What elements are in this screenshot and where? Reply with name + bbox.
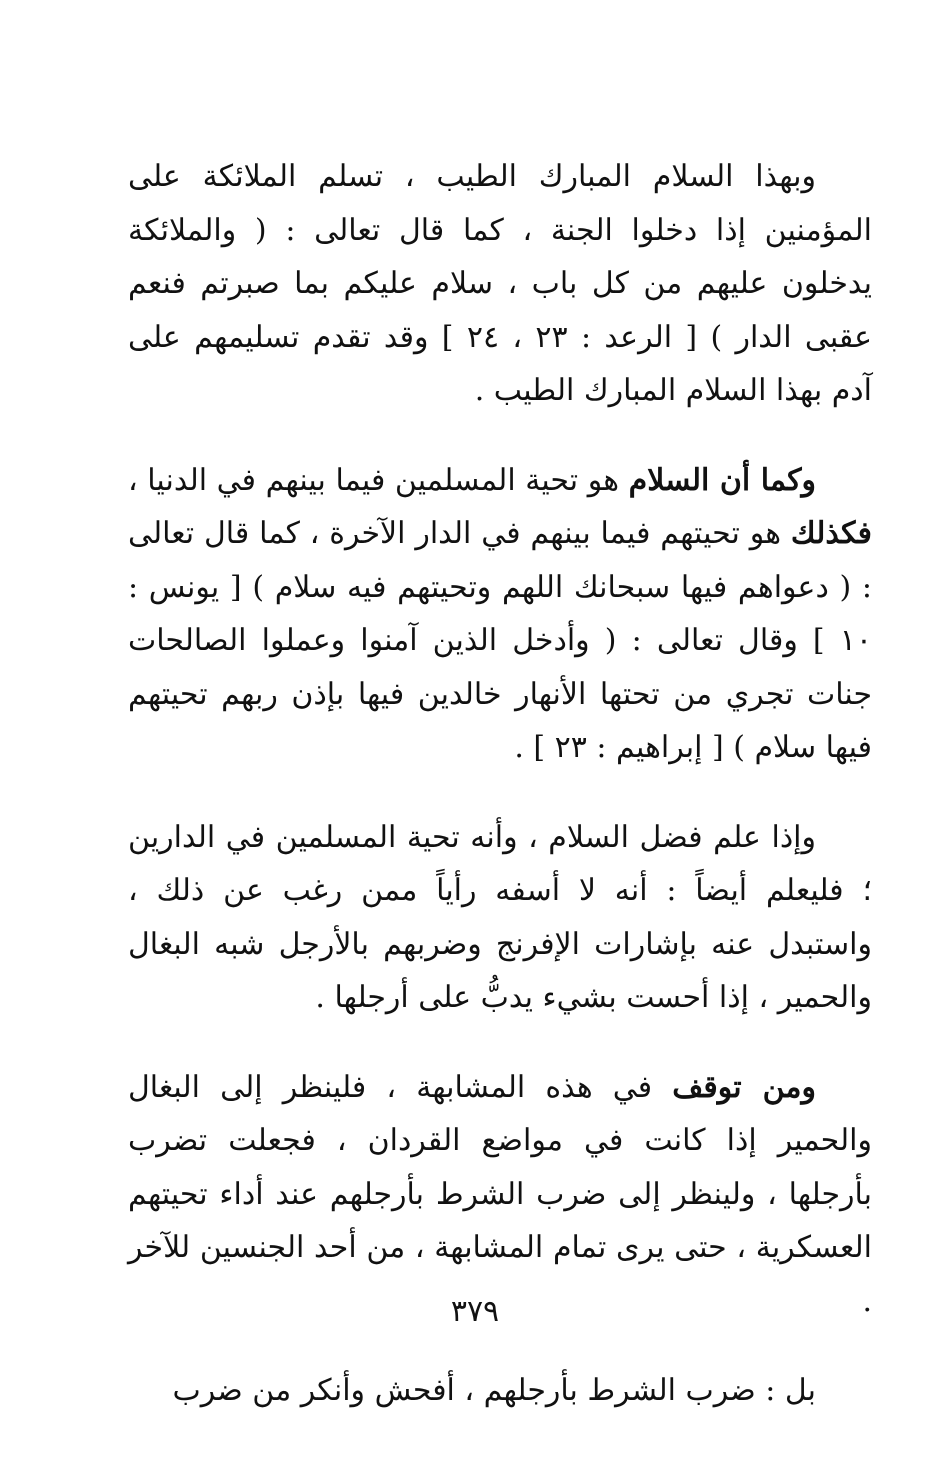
paragraph-text: هو تحيتهم فيما بينهم في الدار الآخرة ، كما قال تعالى : ( دعواهم فيها سبحانك اللهم وتحيتهم فيه سلام ) [ يونس : ١٠ ] وقال تعالى : ( وأدخل الذين آمنوا وعملوا الصالحات جنات تجري من تحتها الأنهار خالدين فيها بإذن ربهم تحيتهم فيها سلام ) [ إبراهيم : ٢٣ ] .	[128, 516, 872, 765]
paragraph-1	[128, 150, 872, 418]
paragraph-4	[128, 1061, 872, 1329]
paragraph-inline-bold: فكذلك	[790, 516, 872, 551]
paragraph-3	[128, 811, 872, 1025]
paragraph-lead-bold: ومن توقف	[672, 1069, 816, 1105]
paragraph-2	[128, 454, 872, 775]
paragraph-lead-bold: وكما أن السلام	[628, 462, 816, 498]
page-number: ٣٧٩	[450, 1294, 500, 1329]
paragraph-text: بل : ضرب الشرط بأرجلهم ، أفحش وأنكر من ضرب	[172, 1373, 816, 1408]
paragraph-5	[128, 1364, 872, 1418]
paragraph-text: هو تحية المسلمين فيما بينهم في الدنيا ،	[128, 462, 629, 498]
paragraph-text: في هذه المشابهة ، فلينظر إلى البغال والحمير إذا كانت في مواضع القردان ، فجعلت تضرب بأرجلها ، ولينظر إلى ضرب الشرط بأرجلهم عند أداء تحيتهم العسكرية ، حتى يرى تمام المشابهة ، من أحد الجنسين للآخر .	[128, 1069, 872, 1319]
paragraph-text: وإذا علم فضل السلام ، وأنه تحية المسلمين في الدارين ؛ فليعلم أيضاً : أنه لا أسفه رأياً ممن رغب عن ذلك ، واستبدل عنه بإشارات الإفرنج وضربهم بالأرجل شبه البغال والحمير ، إذا أحست بشيء يدبُّ على أرجلها .	[128, 819, 872, 1015]
body-text	[128, 150, 872, 1418]
paragraph-text: وبهذا السلام المبارك الطيب ، تسلم الملائكة على المؤمنين إذا دخلوا الجنة ، كما قال تعالى : ( والملائكة يدخلون عليهم من كل باب ، سلام عليكم بما صبرتم فنعم عقبى الدار ) [ الرعد : ٢٣ ، ٢٤ ] وقد تقدم تسليمهم على آدم بهذا السلام المبارك الطيب .	[128, 159, 872, 408]
